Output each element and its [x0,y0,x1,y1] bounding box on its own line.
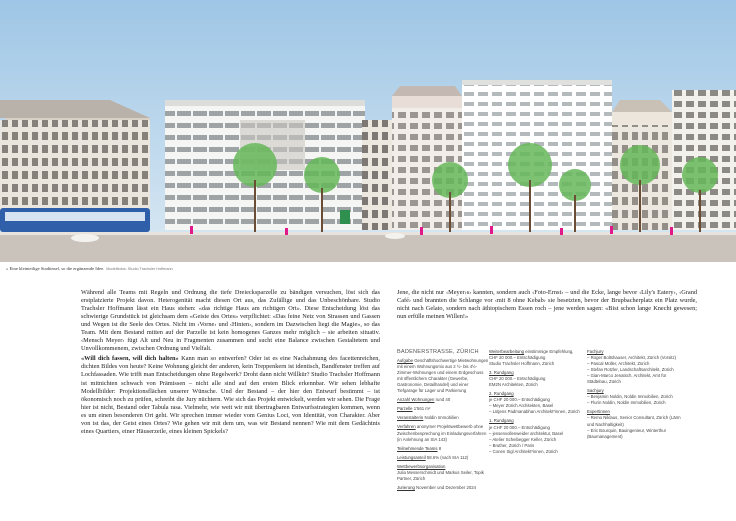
info-entry-text: 1'561 m² [412,406,431,412]
info-entry [489,449,581,455]
info-entry-text: – Pascal Müller, Architekt, Zürich [587,361,650,367]
info-list-2 [489,349,581,455]
lead-in: «Will dich fassen, will dich halten» [81,355,179,363]
paragraph: Während alle Teams mit Regeln und Ordnung die tiefe Dreiecksparzelle zu bändigen versuchen, löst sich das erstplatzierte Projekt davon. Heterogenität macht diesen Ort aus, das Zufällige und das Unbeschönbare. Studio Trachsler Hoffmann lässt ein Haus stehen: «das richtige Haus am richtigen Ort». Diese Entscheidung löst das schwierige Grundstück ist gleichsam dem «Geiste des Ortes» verpflichtet: «Das feine Netz von Strassen und Gassen und Wegen ist die Seele des Ortes. Nicht im ‹Vorne› und ‹Hinten›, sondern im Dazwischen liegt die Magie», so das Team. Mit dem Bestand mitten auf der Parzelle ist kein homogenes Ganzes mehr möglich – sie arbeiten situativ. ‹Mensch Meyer› fügt Alt und Neu in Fragmenten zusammen und sucht eine Balance zwischen Gestaltetem und Unvollkommenem, zwischen Ordnung und Vielfalt. [81,289,380,353]
info-entry-text: November und Dezember 2024 [414,484,477,490]
info-entry [397,455,489,461]
info-entry [397,485,489,491]
info-entry-text: je CHF 20 000.– Entschädigung [489,397,550,403]
caption-text: « Eine kleinteilige Stadtinsel, so die ergänzende Idee. [6,266,105,271]
info-entry-text: – Stefan Rotzler, Landschaftsarchitekt, Zürich [587,367,674,373]
info-entry-text: einstimmige Empfehlung, CHF 20 000.– Entschädigung [489,349,574,361]
info-entry-text: 58.6% (nach SIA 112) [425,454,469,460]
info-entry-text: – jessenvollenweider architektur, Basel [489,430,564,436]
info-entry-label: Anzahl Wohnungen [397,397,435,403]
info-heading: BADENERSTRASSE, ZÜRICH [397,349,479,355]
info-entry-text: Noldin Immobilien [423,415,459,421]
info-entry-label: Expertinnen [587,409,610,415]
info-entry-text: – Eric Bourquin, Bauingenieur, Winterthur (Baumanagement) [587,427,667,439]
info-entry-text: – Atelier Scheibegger Keller, Zürich [489,436,557,442]
info-entry-text: – Flurin Noldin, Noldin Immobilien, Zürich [587,400,666,406]
info-entry [489,409,581,415]
info-entry-label: Parzelle [397,406,413,412]
info-entry-text: – Bruther, Zürich / Paris [489,442,535,448]
info-entry-label: Sachjury [587,388,604,394]
info-entry-text: – Gian-Marco Jenatsch, Architekt, Amt für Städtebau, Zürich [587,373,667,385]
info-entry [587,428,687,440]
info-entry-text: EM2N Architekten, Zürich [489,382,538,388]
info-entry [397,397,489,403]
paragraph-text: Kann man so entwerfen? Oder ist es eine Nachahmung des facettenreichen, dichten Bildes von heute? Keine Wohnung gleicht der anderen, kein Treppenkern ist identisch, Bandfenster treffen auf Lochfassaden. Wie trifft man Entscheidungen ohne Regelwerk? Droht dann nicht Willkür? Studio Trachsler Hoffmann ist mitnichten schwach von Prämissen – nicht alle sind auf den ersten Blick erkennbar. Wir sehen lebhafte Modellbilder: Projektionsflächen unserer Wünsche. Und der Bestand – der hier den Entwurf bestimmt – ist ökonomisch noch zu prüfen, schreibt die Jury nüchtern. Wie sich das Projekt entwickelt, werden wir sehen. Die Frage hier ist nicht, Bestand oder Tabula rasa. Vielmehr, wie weit wir mit übertragbaren Entwurfsstrategien kommen, wenn es um einen besonderen Ort geht. Wir sprechen immer wieder vom Genius Loci, von Identität, von Charakter. Aber von ist das, der Geist eines Ortes? Wie gehen wir mit dem um, was wir Bestand nennen? Wie mit dem Gedächtnis eines Quartiers, einer Häuserzeile, eines kleinen Spickels? [81,355,380,435]
body-column-right [397,289,697,323]
photo-caption [6,266,173,271]
info-entry-label: Leistungsanteil [397,454,426,460]
info-entry [397,406,489,412]
info-column-1 [397,349,489,494]
photo-credit: Modellfotos: Studio Trachsler Hoffmann [106,267,173,271]
info-entry-text: – Remo Niklaus, Senior Consultant, Zürich (Lärm und Nachhaltigkeit) [587,415,681,427]
info-entry [587,415,687,427]
body-column-left [81,289,380,438]
info-column-3 [587,349,687,443]
info-entry [397,446,489,452]
info-entry-text: – Conen Sigl Architekt*innen, Zürich [489,448,558,454]
info-list-1 [397,358,489,491]
info-column-2 [489,349,581,458]
info-entry-label: Veranstalterin [397,415,424,421]
info-entry [489,382,581,388]
info-entry-text: rund 40 [434,397,451,403]
info-entry-label: Fachjury [587,349,604,354]
info-entry [397,424,489,442]
info-entry [489,361,581,367]
info-entry [587,373,687,385]
info-entry-text: – Lütjens Padmanabhan Architekt*innen, Zürich [489,409,580,415]
info-entry-label: 3. Rundgang [489,370,514,376]
info-entry-text: anonymer Projektwettbewerb ohne Zwischenbesprechung im Einladungsverfahren (in Anlehnung an SIA 143) [397,424,487,442]
info-entry-label: 1. Rundgang [489,418,514,424]
info-entry-text: CHF 20 000.– Entschädigung [489,376,546,382]
info-entry-label: Verfahren [397,424,416,430]
info-entry-text: Studio Trachsler Hoffmann, Zürich [489,361,555,367]
info-entry [397,415,489,421]
info-entry [397,358,489,394]
info-entry-text: Julia Messerschmidt und Markus Seiler, Topik Partner, Zürich [397,469,484,481]
info-entry-text: je CHF 20 000.– Entschädigung [489,424,550,430]
paragraph: Jene, die nicht nur ‹Meyer›s› kannten, sondern auch ‹Foto-Ernst› – und die Ecke, lange bevor ‹Lily's Eatery›, ‹Grand Café› und brannten die Schlange vor ‹mit 8 ohne Kebab› sie besetzten, bevor der Brupbacherplatz ein Platz wurde, nicht nach Gelato, sondern nach äthiopischem Essen roch – jene werden sagen: «Bist schon lange Knecht gewesen; nun erfülle meinen Willen!» [397,289,697,321]
info-entry-label: 2. Rundgang [489,391,514,397]
info-entry-label: Aufgabe [397,358,414,364]
info-list-3 [587,349,687,440]
info-entry-text: – Benjamin Noldin, Noldin Immobilien, Zürich [587,394,673,400]
info-entry-text: Geschäftshochwertige Mietwohnungen mit einem Wohnungsmix aus 2 ½- bis 4½-Zimmer-Wohnungen und einem Erdgeschoss mit öffentlichem Charakter (Gewerbe, Gastronomie, Detailhandel) und einer Tiefgarage für Lager und Parkierung [397,358,489,394]
info-entry-text: – Meyer Zürich Architekten, Basel [489,403,554,409]
info-entry [397,470,489,482]
info-entry-label: Wettbewerbsorganisation [397,463,446,469]
info-entry-label: Weiterbearbeitung [489,349,525,354]
info-entry-text: – Roger Boltshauser, Architekt, Zürich (Vorsitz) [587,355,677,361]
info-entry-label: Jurierung [397,484,415,490]
info-entry-label: Teilnehmende Teams [397,445,438,451]
info-entry-text: 8 [437,445,442,451]
info-entry [489,349,581,361]
info-entry [587,400,687,406]
paragraph [81,355,380,435]
